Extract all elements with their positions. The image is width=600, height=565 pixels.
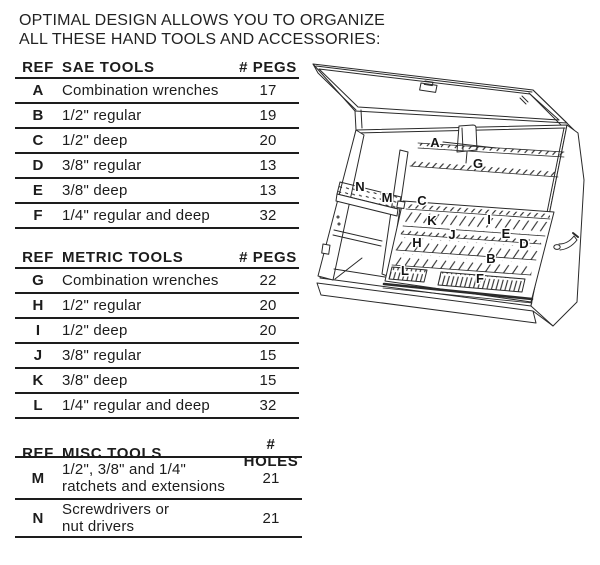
ref-cell: J [33, 347, 43, 364]
misc-tools-table [15, 436, 302, 538]
ref-cell: B [32, 107, 44, 124]
col-header-ref: REF [22, 248, 54, 266]
table-row [15, 179, 299, 204]
name-cell: Combination wrenches [62, 82, 219, 99]
table-row [15, 204, 299, 229]
label-m: M [381, 190, 393, 205]
name-cell: 3/8" deep [62, 372, 128, 389]
name-cell: 1/2" regular [62, 107, 142, 124]
name-cell: 3/8" deep [62, 182, 128, 199]
label-k: K [427, 213, 437, 228]
name-cell: 1/4" regular and deep [62, 207, 210, 224]
toolbox-illustration [300, 40, 600, 340]
col-header-pegs: # PEGS [239, 248, 297, 266]
label-l: L [401, 263, 409, 278]
label-n: N [355, 179, 365, 194]
count-cell: 32 [259, 397, 277, 414]
name-cell: Combination wrenches [62, 272, 219, 289]
table-row [15, 319, 299, 344]
col-header-name: METRIC TOOLS [62, 248, 184, 266]
label-g: G [472, 156, 484, 171]
table-row [15, 394, 299, 419]
col-header-pegs: # PEGS [239, 58, 297, 76]
ref-cell: A [32, 82, 44, 99]
name-line-2: ratchets and extensions [62, 478, 226, 495]
count-cell: 13 [259, 182, 277, 199]
count-cell: 32 [259, 207, 277, 224]
count-cell: 21 [262, 509, 280, 527]
count-cell: 20 [259, 132, 277, 149]
label-h: H [412, 235, 422, 250]
table-row [15, 129, 299, 154]
table-row [15, 269, 299, 294]
col-header-name: MISC TOOLS [62, 444, 163, 462]
count-cell: 17 [259, 82, 277, 99]
table-row [15, 500, 302, 538]
name-cell: 1/2" regular [62, 297, 142, 314]
count-cell: 15 [259, 372, 277, 389]
label-j: J [448, 227, 456, 242]
table-row [15, 79, 299, 104]
ref-cell: D [32, 157, 44, 174]
table-row [15, 154, 299, 179]
toolbox-lid [313, 64, 574, 133]
name-cell [61, 461, 240, 495]
col-header-ref: REF [22, 58, 54, 76]
ref-cell: K [32, 372, 44, 389]
ref-cell: C [32, 132, 44, 149]
metric-header-row [15, 247, 299, 269]
col-header-name: SAE TOOLS [62, 58, 155, 76]
ref-cell: M [31, 469, 45, 487]
table-row [15, 294, 299, 319]
ref-cell: H [32, 297, 44, 314]
name-line-2: nut drivers [62, 518, 135, 535]
ref-cell: E [32, 182, 44, 199]
name-cell [61, 501, 240, 535]
name-cell: 1/2" deep [62, 322, 128, 339]
ref-cell: F [33, 207, 43, 224]
label-c: C [417, 193, 427, 208]
ref-cell: N [32, 509, 44, 527]
name-cell: 1/4" regular and deep [62, 397, 210, 414]
title-line-2: ALL THESE HAND TOOLS AND ACCESSORIES: [19, 31, 381, 48]
label-i: I [487, 212, 491, 227]
sae-header-row [15, 57, 299, 79]
name-cell: 3/8" regular [62, 157, 142, 174]
ref-cell: G [32, 272, 44, 289]
table-row [15, 104, 299, 129]
metric-tools-table [15, 247, 299, 419]
label-d: D [519, 236, 529, 251]
count-cell: 13 [259, 157, 277, 174]
count-cell: 20 [259, 297, 277, 314]
hasp [322, 244, 330, 254]
col-header-ref: REF [22, 444, 54, 462]
title-line-1: OPTIMAL DESIGN ALLOWS YOU TO ORGANIZE [19, 12, 386, 29]
label-a: A [430, 135, 440, 150]
name-line-1: Screwdrivers or [62, 501, 170, 518]
count-cell: 15 [259, 347, 277, 364]
col-header-holes: # HOLES [243, 436, 299, 470]
count-cell: 20 [259, 322, 277, 339]
label-f: F [476, 271, 484, 286]
table-row [15, 344, 299, 369]
count-cell: 21 [262, 469, 280, 487]
count-cell: 22 [259, 272, 277, 289]
count-cell: 19 [259, 107, 277, 124]
name-cell: 3/8" regular [62, 347, 142, 364]
name-line-1: 1/2", 3/8" and 1/4" [62, 461, 187, 478]
label-e: E [501, 226, 511, 241]
sae-tools-table [15, 57, 299, 229]
ref-cell: L [33, 397, 43, 414]
name-cell: 1/2" deep [62, 132, 128, 149]
label-b: B [486, 251, 496, 266]
ref-cell: I [35, 322, 41, 339]
table-row [15, 369, 299, 394]
